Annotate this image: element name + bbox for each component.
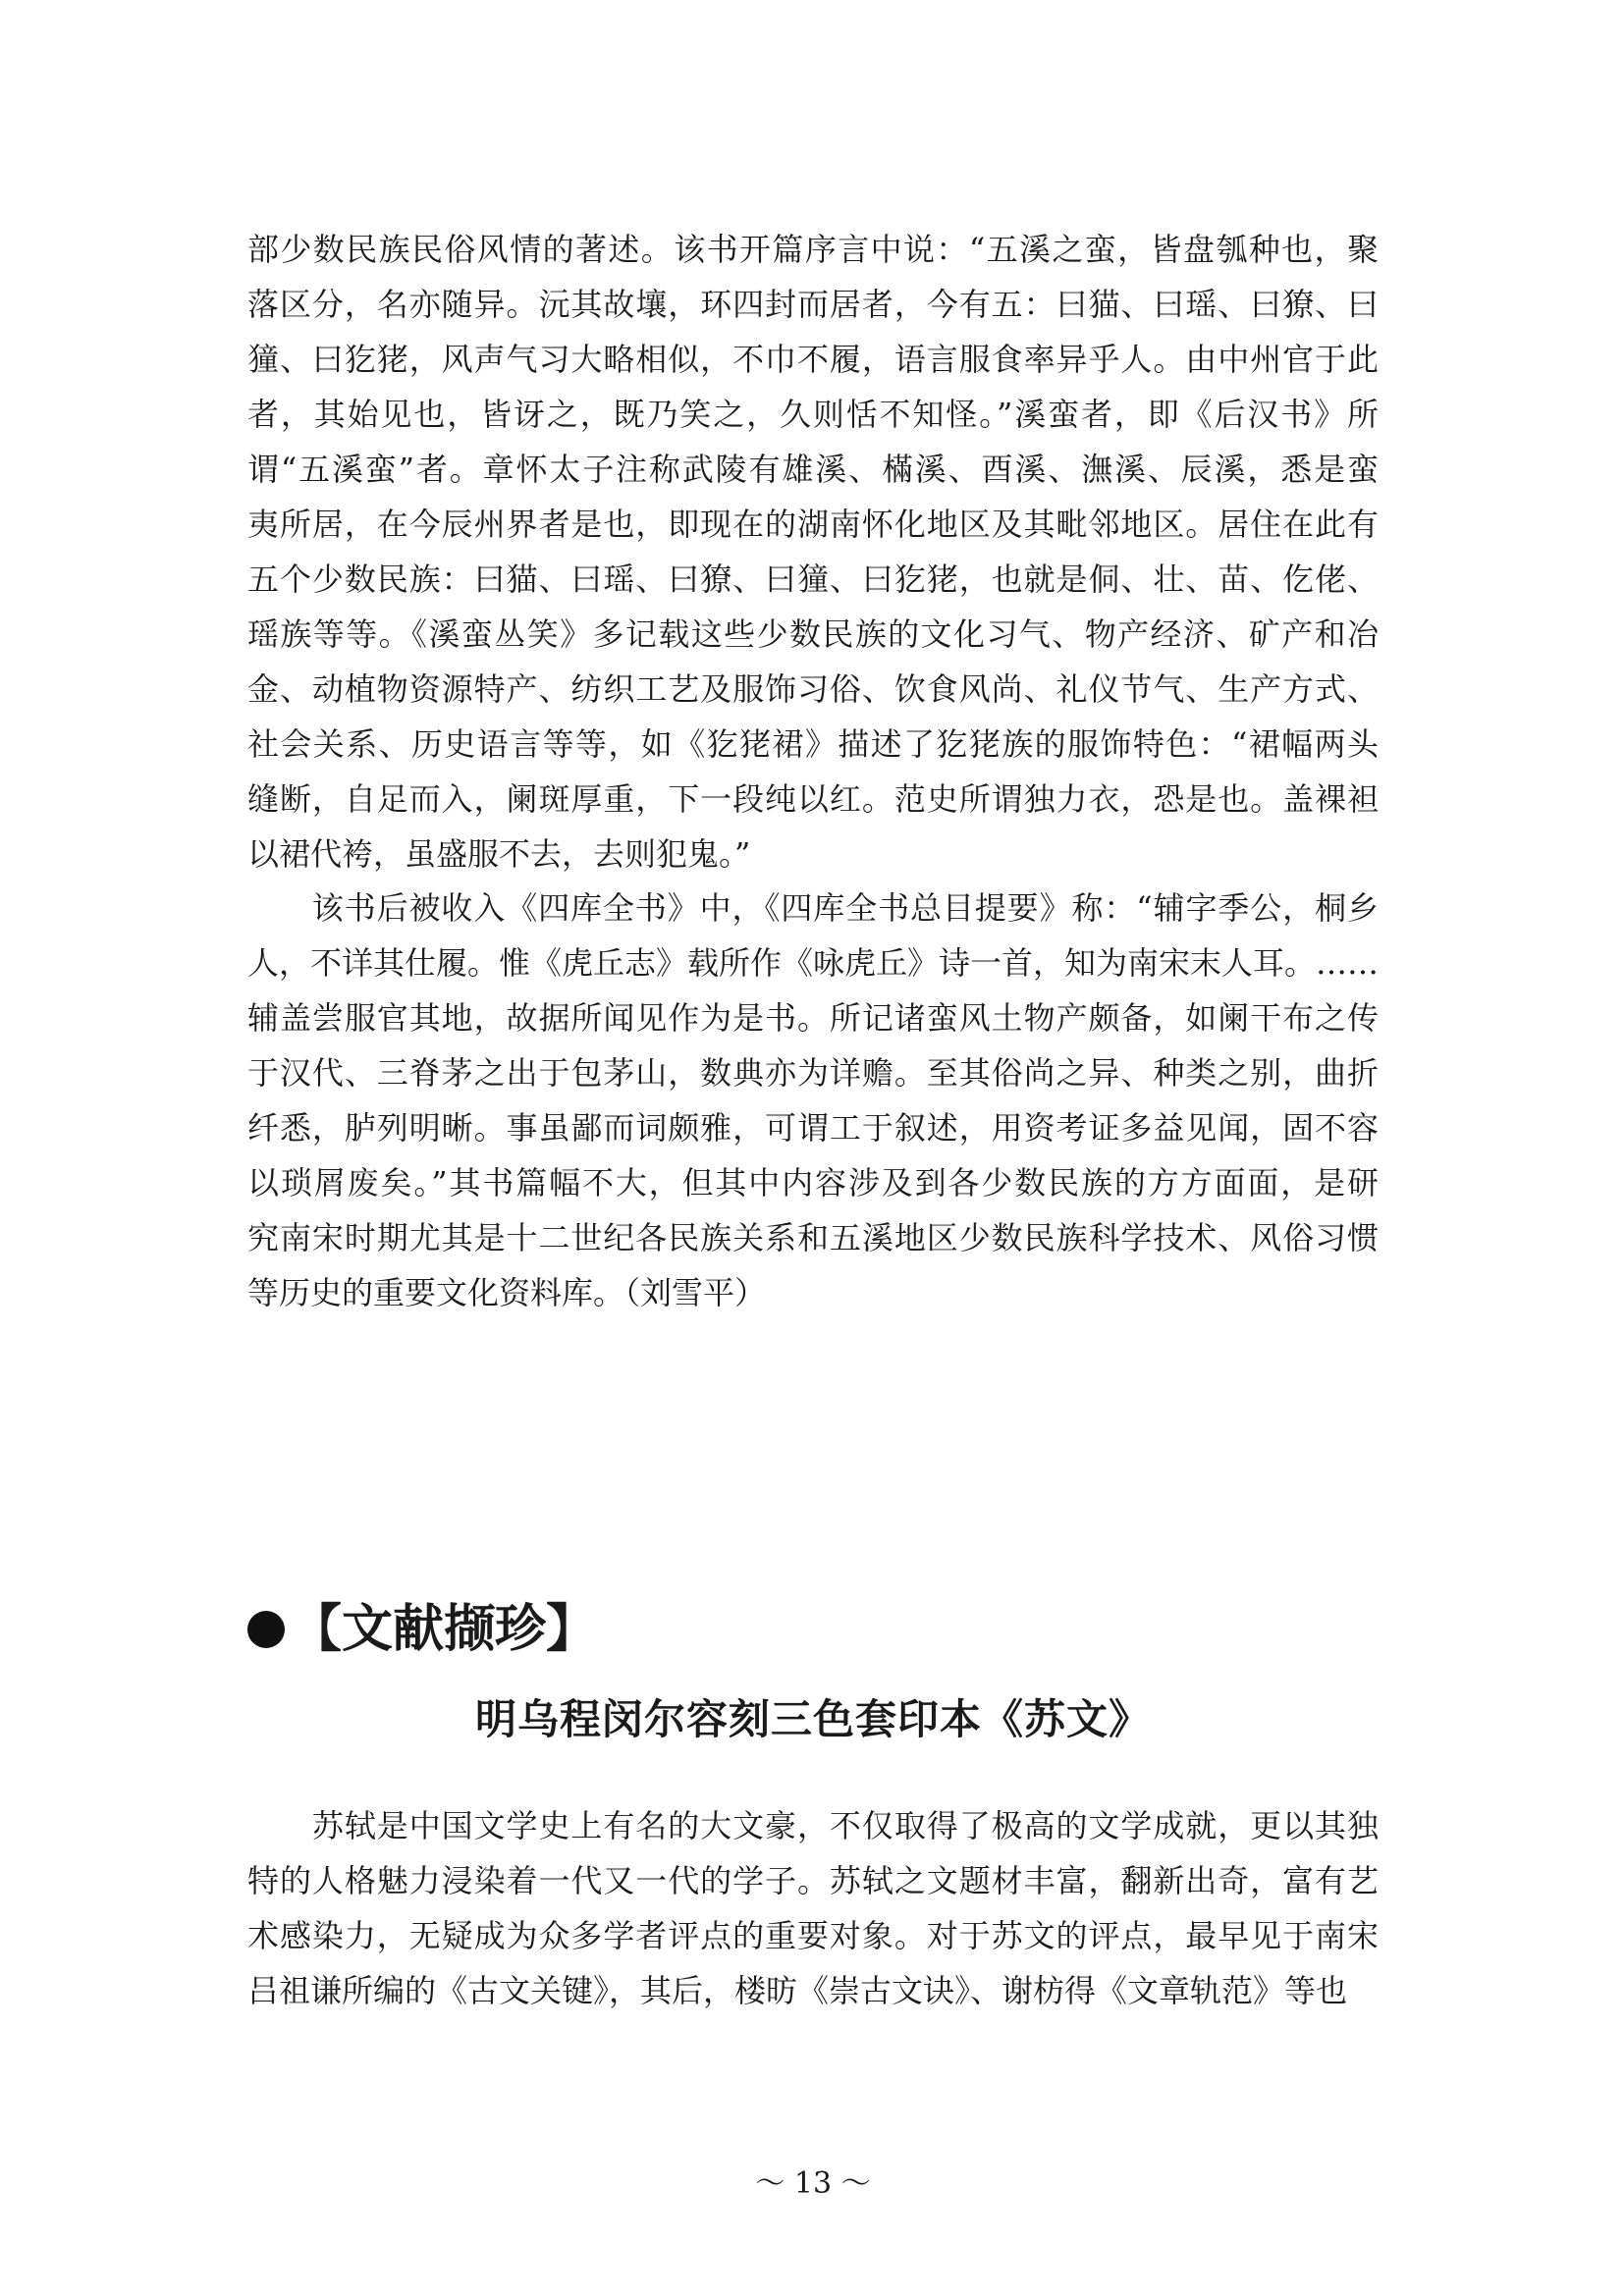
article-title: 明乌程闵尔容刻三色套印本《苏文》 bbox=[474, 1695, 1151, 1743]
paragraph-3 bbox=[247, 1798, 1379, 2018]
text-line: 究南宋时期尤其是十二世纪各民族关系和五溪地区少数民族科学技术、风俗习惯 bbox=[247, 1219, 1379, 1256]
text-line: 金、动植物资源特产、纺织工艺及服饰习俗、饮食风尚、礼仪节气、生产方式、 bbox=[247, 670, 1379, 708]
bullet-icon bbox=[247, 1611, 285, 1648]
text-line: 纤悉，胪列明晰。事虽鄙而词颇雅，可谓工于叙述，用资考证多益见闻，固不容 bbox=[247, 1109, 1379, 1147]
text-line: 特的人格魅力浸染着一代又一代的学子。苏轼之文题材丰富，翻新出奇，富有艺 bbox=[247, 1862, 1379, 1899]
text-line: 该书后被收入《四库全书》中，《四库全书总目提要》称：“辅字季公，桐乡 bbox=[247, 889, 1379, 927]
text-line: 獞、曰犵狫，风声气习大略相似，不巾不履，语言服食率异乎人。由中州官于此 bbox=[247, 341, 1379, 378]
text-line: 缝断，自足而入，阑斑厚重，下一段纯以红。范史所谓独力衣，恐是也。盖裸袒 bbox=[247, 780, 1379, 818]
text-line: 部少数民族民俗风情的著述。该书开篇序言中说：“五溪之蛮，皆盘瓠种也，聚 bbox=[247, 231, 1379, 268]
text-line: 辅盖尝服官其地，故据所闻见作为是书。所记诸蛮风土物产颇备，如阑干布之传 bbox=[247, 999, 1379, 1037]
text-line: 者，其始见也，皆讶之，既乃笑之，久则恬不知怪。”溪蛮者，即《后汉书》所 bbox=[247, 396, 1379, 433]
text-line: 于汉代、三脊茅之出于包茅山，数典亦为详赡。至其俗尚之异、种类之别，曲折 bbox=[247, 1054, 1379, 1092]
paragraph-2 bbox=[247, 881, 1379, 1320]
text-line: 五个少数民族：曰猫、曰瑶、曰獠、曰獞、曰犵狫，也就是侗、壮、苗、仡佬、 bbox=[247, 561, 1379, 598]
section-heading bbox=[247, 1590, 597, 1669]
text-line: 等历史的重要文化资料库。（刘雪平） bbox=[247, 1274, 767, 1311]
document-page bbox=[247, 0, 1379, 2296]
text-line: 以琐屑废矣。”其书篇幅不大，但其中内容涉及到各少数民族的方方面面，是研 bbox=[247, 1164, 1379, 1201]
paragraph-1 bbox=[247, 222, 1379, 881]
section-heading-text: 【文献撷珍】 bbox=[291, 1599, 598, 1659]
text-line: 谓“五溪蛮”者。章怀太子注称武陵有雄溪、樠溪、酉溪、潕溪、辰溪，悉是蛮 bbox=[247, 451, 1379, 488]
text-line: 吕祖谦所编的《古文关键》，其后，楼昉《崇古文诀》、谢枋得《文章轨范》等也 bbox=[247, 1972, 1348, 2009]
page-number: ～ 13 ～ bbox=[755, 2166, 871, 2201]
text-line: 以裙代袴，虽盛服不去，去则犯鬼。” bbox=[247, 835, 751, 873]
text-line: 落区分，名亦随异。沅其故壤，环四封而居者，今有五：曰猫、曰瑶、曰獠、曰 bbox=[247, 286, 1379, 323]
text-line: 瑶族等等。《溪蛮丛笑》多记载这些少数民族的文化习气、物产经济、矿产和冶 bbox=[247, 615, 1379, 653]
text-line: 社会关系、历史语言等等，如《犵狫裙》描述了犵狫族的服饰特色：“裙幅两头 bbox=[247, 725, 1379, 763]
text-line: 苏轼是中国文学史上有名的大文豪，不仅取得了极高的文学成就，更以其独 bbox=[247, 1807, 1379, 1844]
text-line: 夷所居，在今辰州界者是也，即现在的湖南怀化地区及其毗邻地区。居住在此有 bbox=[247, 506, 1379, 543]
text-line: 术感染力，无疑成为众多学者评点的重要对象。对于苏文的评点，最早见于南宋 bbox=[247, 1917, 1379, 1954]
text-line: 人，不详其仕履。惟《虎丘志》载所作《咏虎丘》诗一首，知为南宋末人耳。…… bbox=[247, 944, 1379, 982]
